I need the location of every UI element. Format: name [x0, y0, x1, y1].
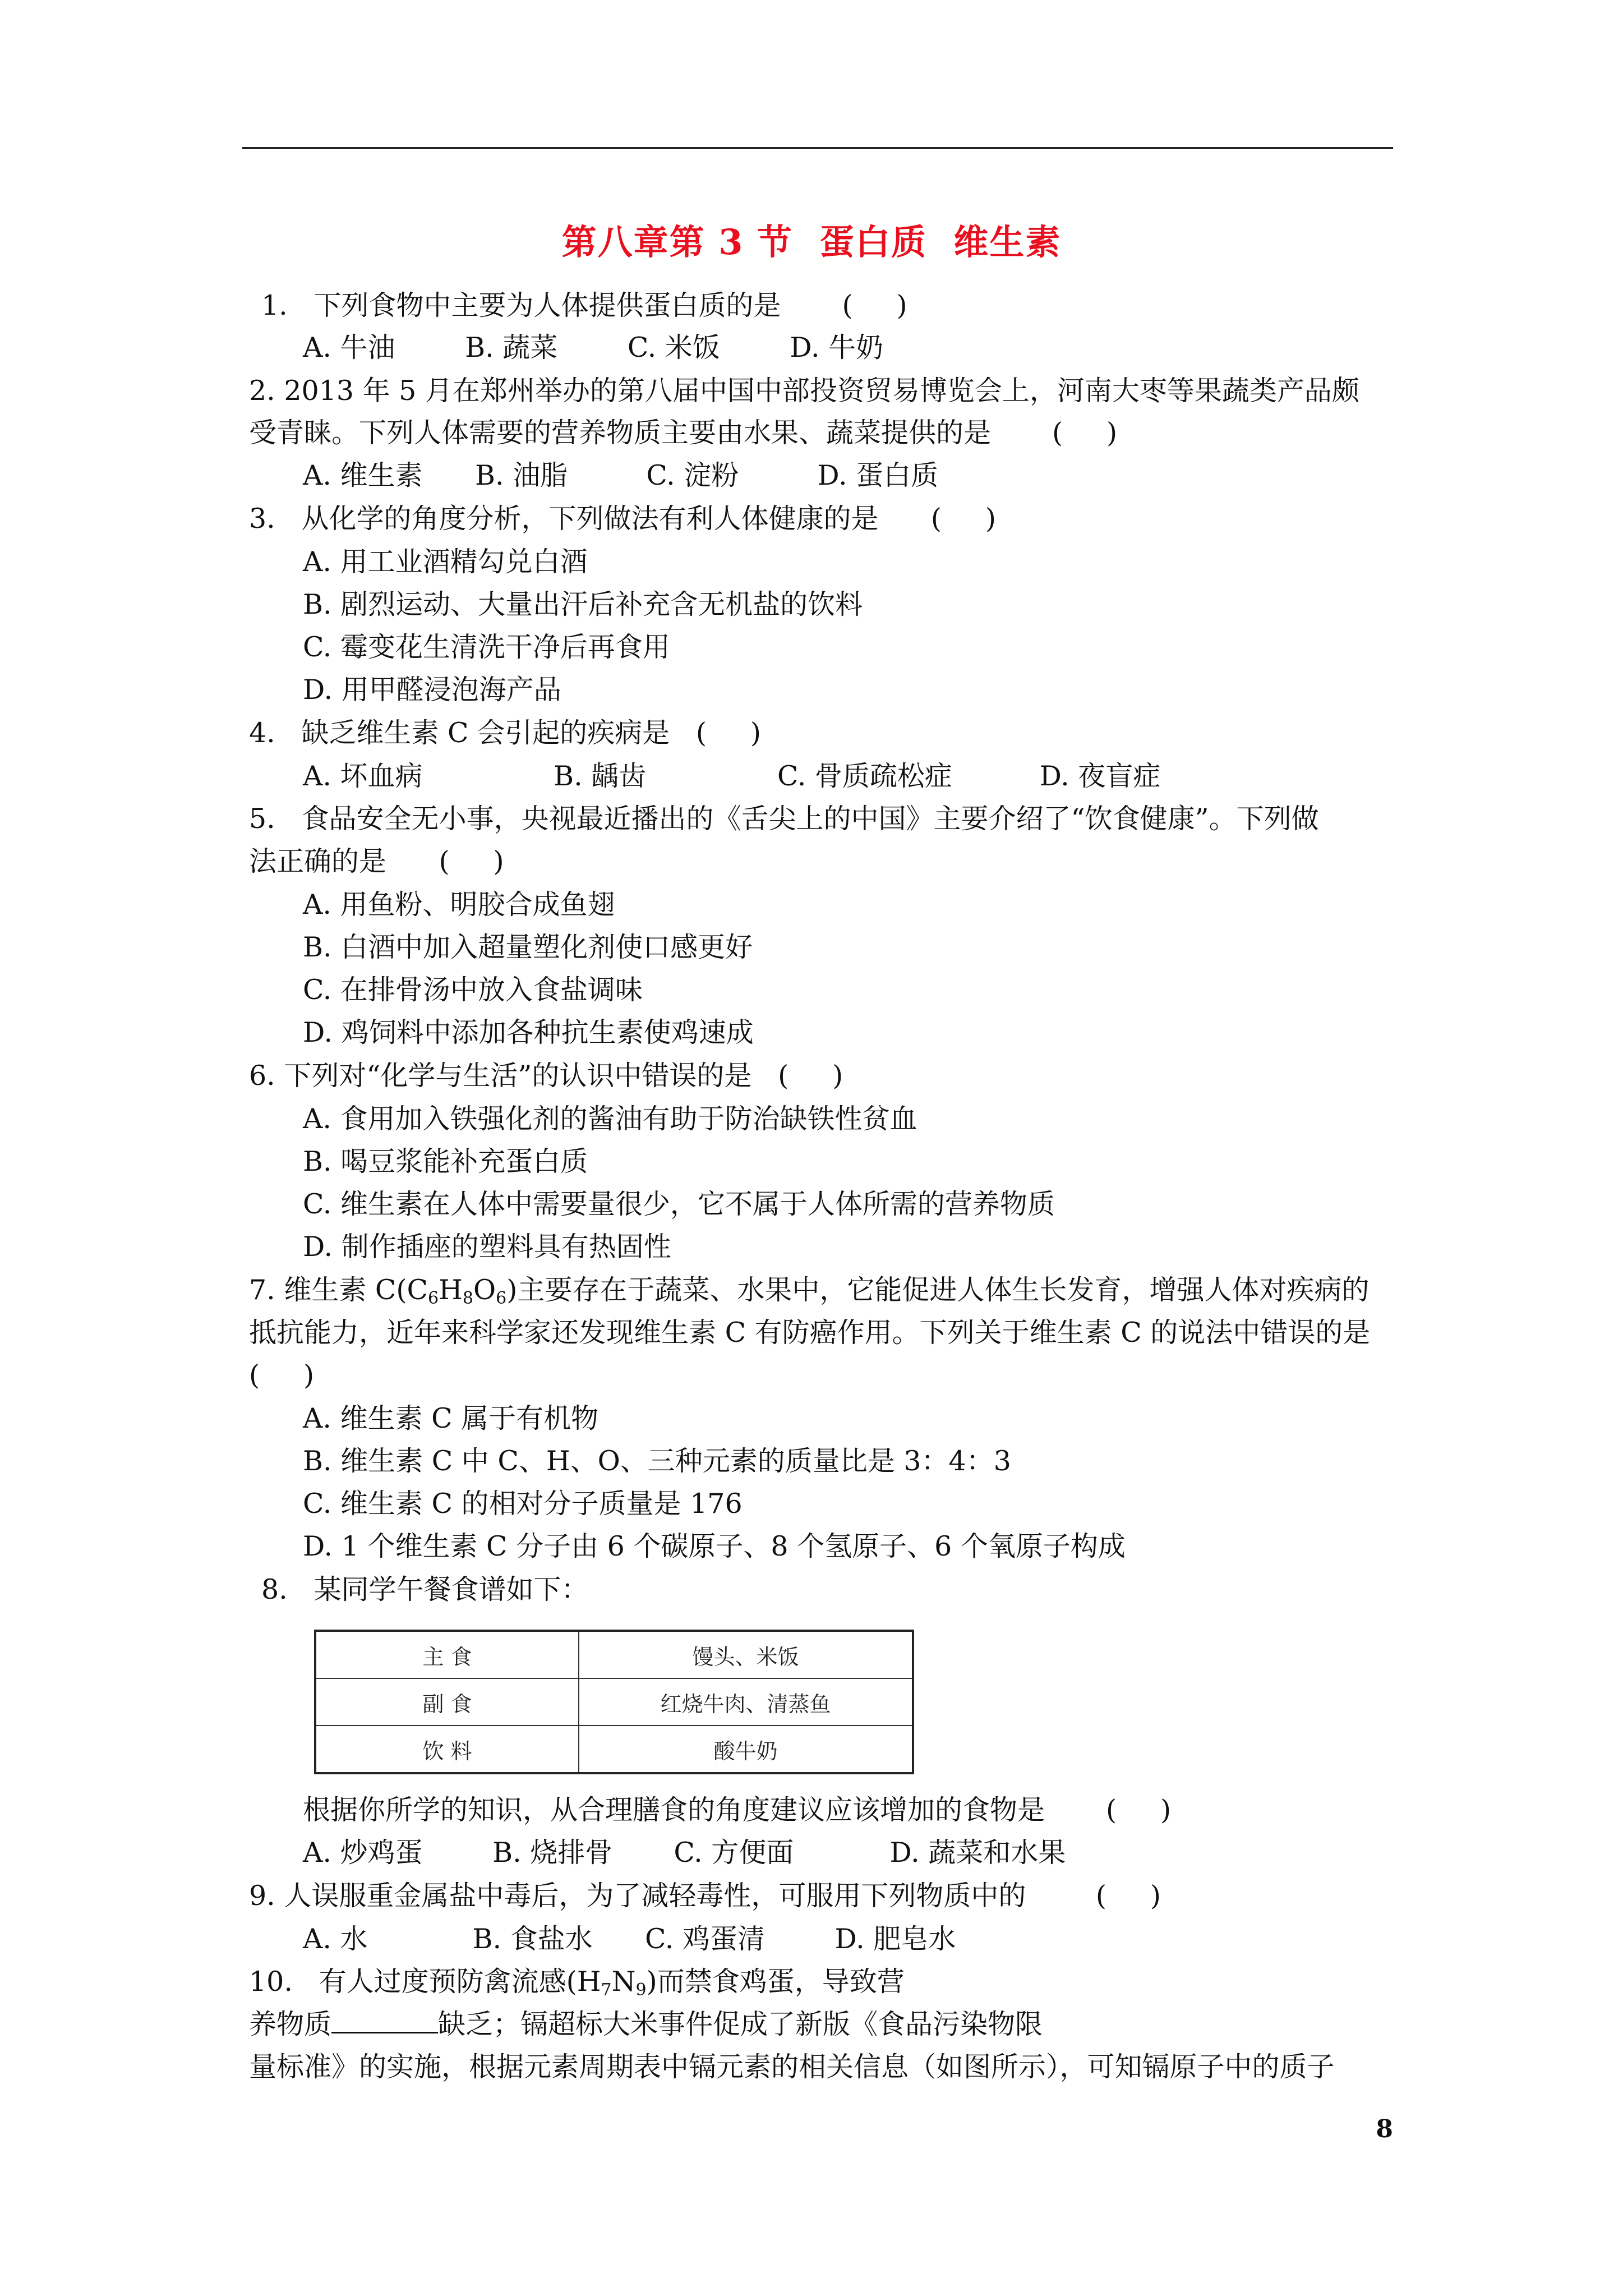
menu-items: 红烧牛肉、清蒸鱼	[579, 1678, 913, 1726]
menu-category: 饮 料	[315, 1726, 579, 1773]
q9-options: A. 水 B. 食盐水 C. 鸡蛋清 D. 肥皂水	[303, 1923, 956, 1955]
q4-stem: 4. 缺乏维生素 C 会引起的疾病是 ( )	[249, 717, 761, 749]
q5-stem-line1: 5. 食品安全无小事，央视最近播出的《舌尖上的中国》主要介绍了“饮食健康”。下列做	[249, 803, 1319, 835]
q7-option-c: C. 维生素 C 的相对分子质量是 176	[303, 1488, 743, 1520]
q1-stem: 1. 下列食物中主要为人体提供蛋白质的是 ( )	[261, 289, 907, 321]
page-title: 第八章第 3 节 蛋白质 维生素	[561, 222, 1062, 263]
lunch-menu-table	[314, 1630, 914, 1774]
q7-stem-line2: 抵抗能力，近年来科学家还发现维生素 C 有防癌作用。下列关于维生素 C 的说法中错误的是	[249, 1317, 1371, 1349]
q5-stem-line2: 法正确的是 ( )	[249, 845, 504, 877]
menu-category: 副 食	[315, 1678, 579, 1726]
q9-stem: 9. 人误服重金属盐中毒后，为了减轻毒性，可服用下列物质中的 ( )	[249, 1880, 1161, 1912]
menu-category: 主 食	[315, 1631, 579, 1678]
answer-blank[interactable]	[331, 2009, 438, 2033]
table-row	[315, 1631, 913, 1678]
q3-option-c: C. 霉变花生清洗干净后再食用	[303, 631, 670, 663]
q1-options: A. 牛油 B. 蔬菜 C. 米饭 D. 牛奶	[303, 332, 884, 364]
q7-option-d: D. 1 个维生素 C 分子由 6 个碳原子、8 个氢原子、6 个氧原子构成	[303, 1530, 1126, 1562]
q2-stem-line1: 2. 2013 年 5 月在郑州举办的第八届中国中部投资贸易博览会上，河南大枣等果蔬类产品颇	[249, 375, 1359, 407]
q5-option-c: C. 在排骨汤中放入食盐调味	[303, 974, 643, 1006]
q8-stem: 8. 某同学午餐食谱如下：	[261, 1573, 589, 1605]
q6-option-d: D. 制作插座的塑料具有热固性	[303, 1231, 671, 1263]
q7-stem-line3: ( )	[249, 1359, 315, 1391]
menu-items: 馒头、米饭	[579, 1631, 913, 1678]
q6-option-a: A. 食用加入铁强化剂的酱油有助于防治缺铁性贫血	[303, 1103, 917, 1135]
page-number: 8	[1376, 2115, 1393, 2143]
q10-stem-line1: 10. 有人过度预防禽流感$(H_7N_9)$而禁食鸡蛋，导致营	[249, 1966, 905, 2000]
table-row	[315, 1678, 913, 1726]
menu-items: 酸牛奶	[579, 1726, 913, 1773]
q7-option-a: A. 维生素 C 属于有机物	[303, 1402, 599, 1434]
q3-option-d: D. 用甲醛浸泡海产品	[303, 674, 561, 706]
q10-stem-line2: 养物质 缺乏；镉超标大米事件促成了新版《食品污染物限	[249, 2008, 1043, 2040]
q10-stem-line3: 量标准》的实施，根据元素周期表中镉元素的相关信息（如图所示），可知镉原子中的质子	[249, 2051, 1335, 2083]
q6-stem: 6. 下列对“化学与生活”的认识中错误的是 ( )	[249, 1060, 843, 1092]
q3-stem: 3. 从化学的角度分析，下列做法有利人体健康的是 ( )	[249, 503, 997, 535]
header-rule	[242, 147, 1393, 149]
q3-option-b: B. 剧烈运动、大量出汗后补充含无机盐的饮料	[303, 588, 863, 620]
q5-option-b: B. 白酒中加入超量塑化剂使口感更好	[303, 931, 753, 963]
table-row	[315, 1726, 913, 1773]
q3-option-a: A. 用工业酒精勾兑白酒	[303, 546, 588, 578]
q6-option-c: C. 维生素在人体中需要量很少，它不属于人体所需的营养物质	[303, 1188, 1055, 1220]
q7-option-b: B. 维生素 C 中 C、H、O、三种元素的质量比是 3：4：3	[303, 1445, 1011, 1477]
q5-option-a: A. 用鱼粉、明胶合成鱼翅	[303, 889, 615, 921]
q2-stem-line2: 受青睐。下列人体需要的营养物质主要由水果、蔬菜提供的是 ( )	[249, 417, 1118, 449]
q8-question: 根据你所学的知识，从合理膳食的角度建议应该增加的食物是 ( )	[303, 1794, 1172, 1826]
q7-stem-line1: 7. 维生素 $C(C_6H_8O_6)$主要存在于蔬菜、水果中，它能促进人体生长发育，增强人体对疾病的	[249, 1274, 1370, 1308]
q5-option-d: D. 鸡饲料中添加各种抗生素使鸡速成	[303, 1016, 754, 1048]
q6-option-b: B. 喝豆浆能补充蛋白质	[303, 1145, 588, 1177]
q2-options: A. 维生素 B. 油脂 C. 淀粉 D. 蛋白质	[303, 459, 939, 491]
q4-options: A. 坏血病 B. 龋齿 C. 骨质疏松症 D. 夜盲症	[303, 760, 1161, 792]
q8-options: A. 炒鸡蛋 B. 烧排骨 C. 方便面 D. 蔬菜和水果	[303, 1837, 1066, 1869]
